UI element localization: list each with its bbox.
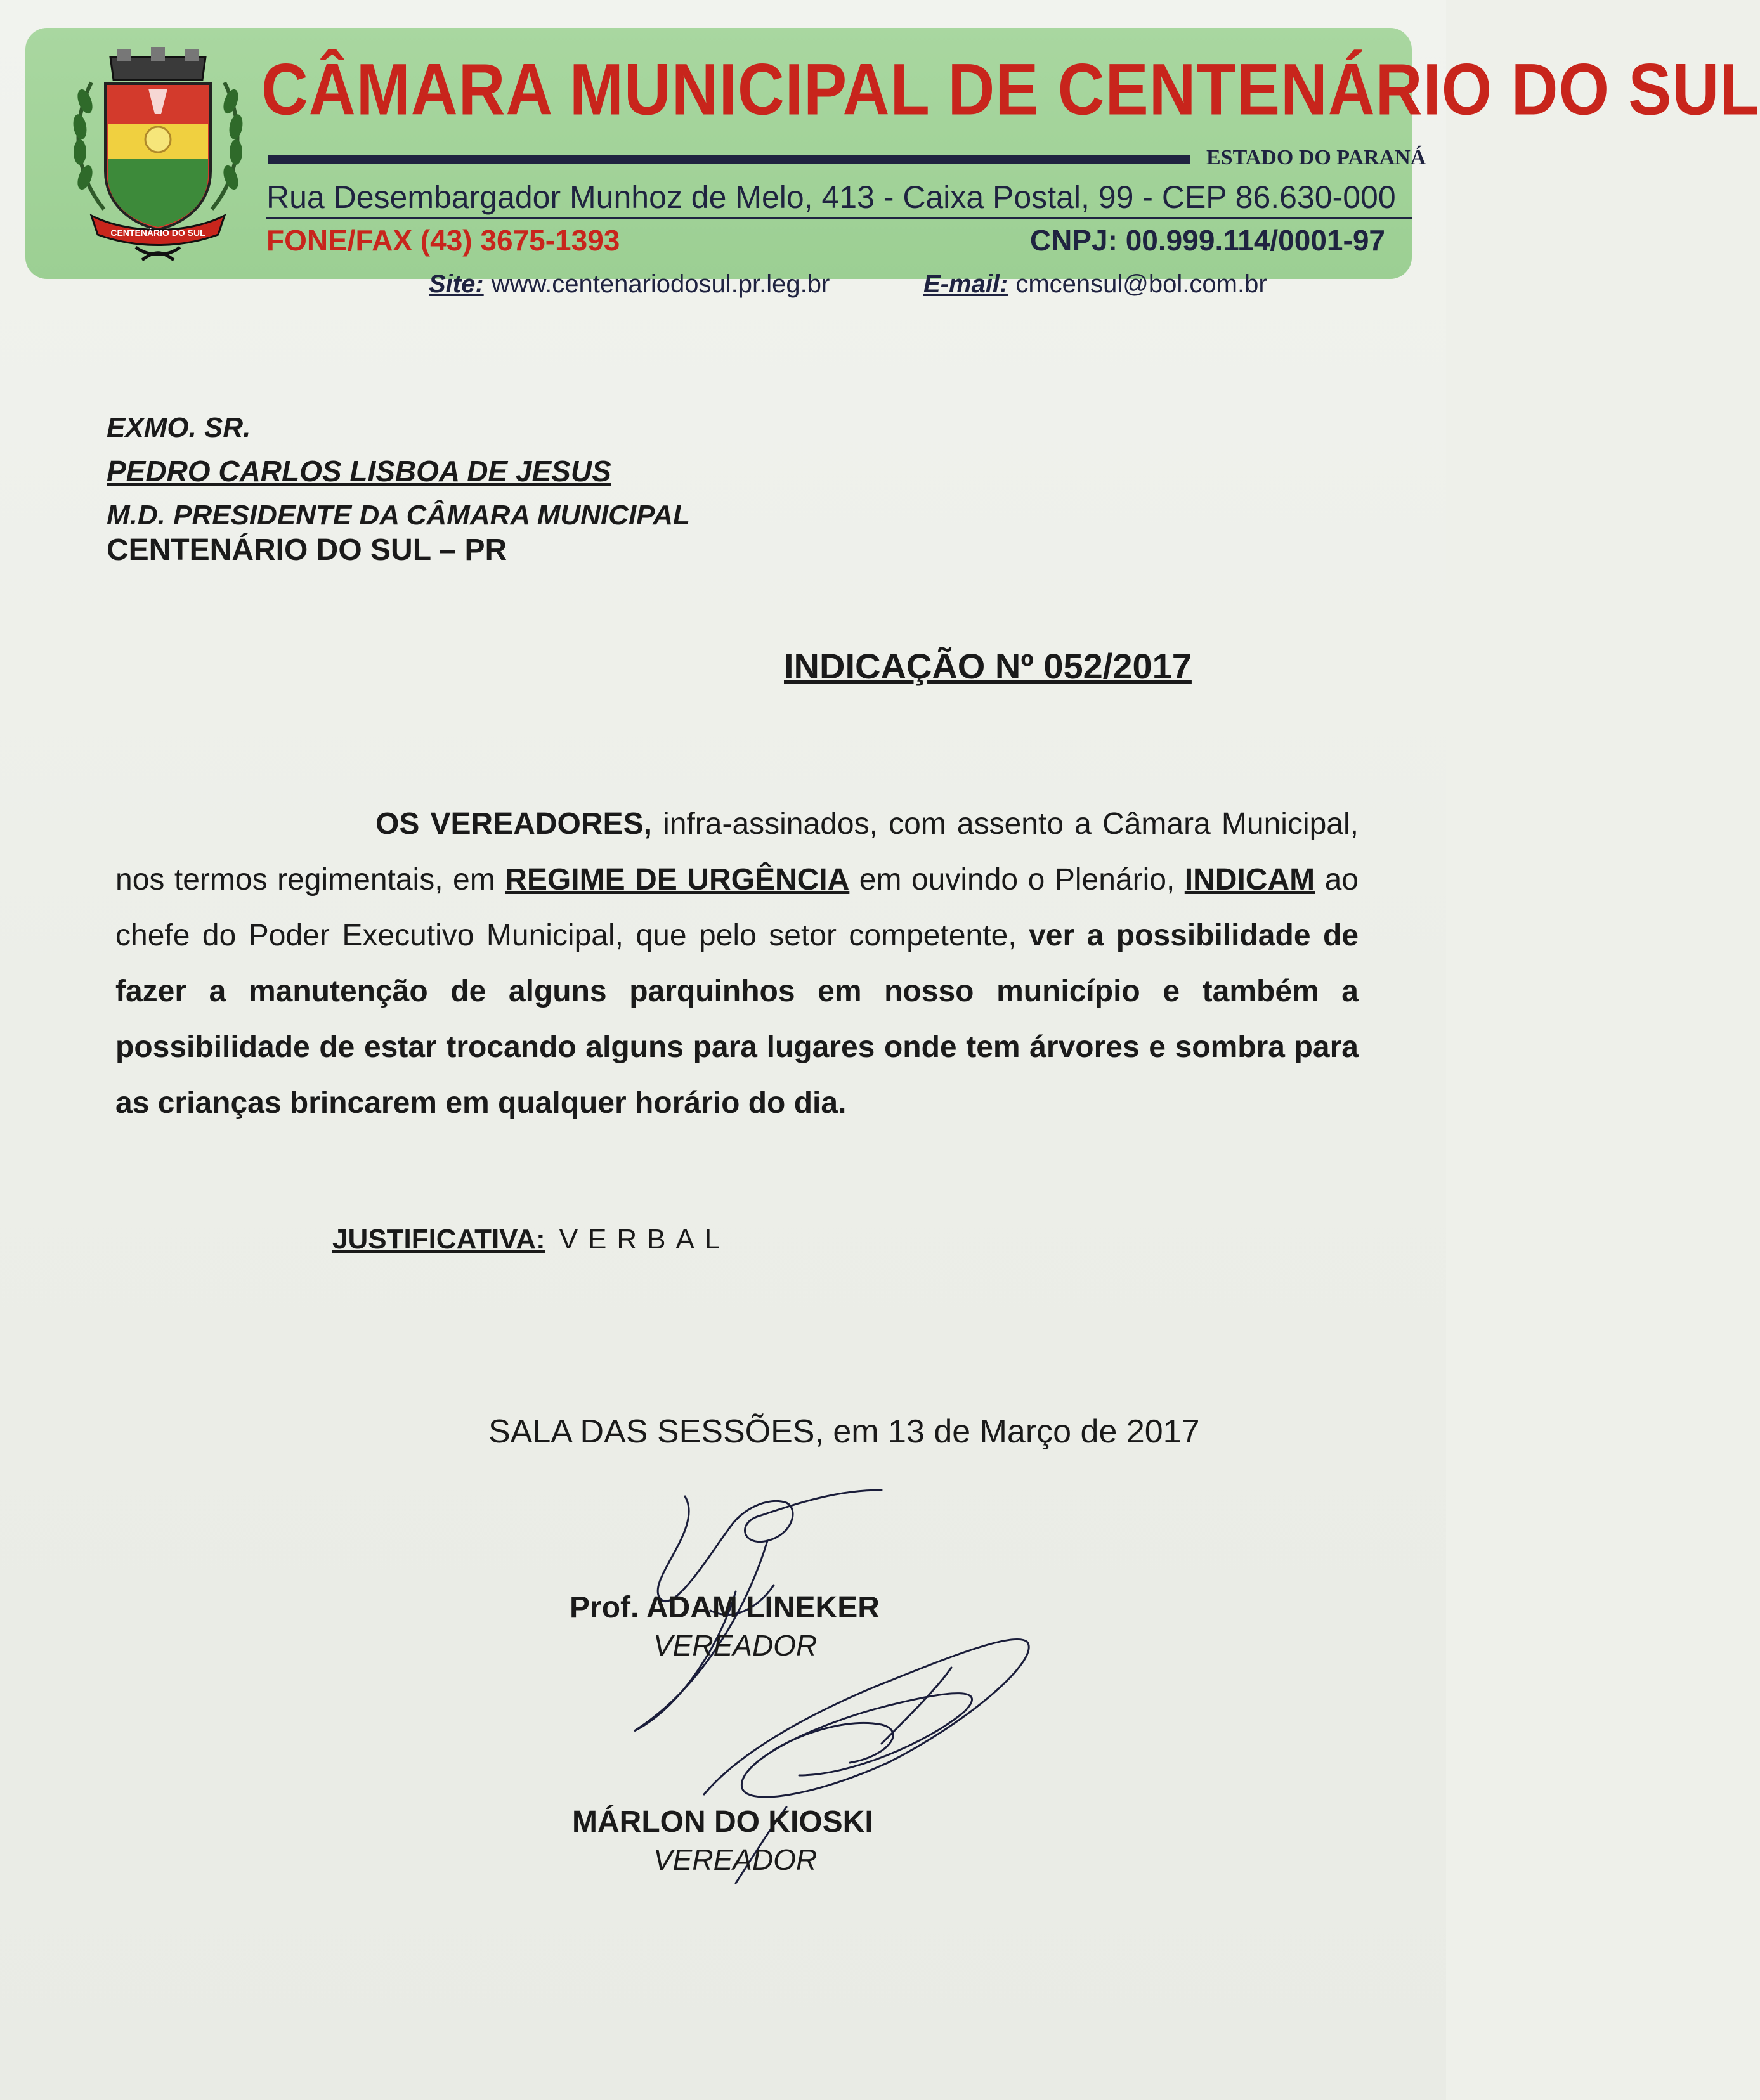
letterhead-phone: FONE/FAX (43) 3675-1393 xyxy=(266,224,620,257)
body-urgency: REGIME DE URGÊNCIA xyxy=(505,863,850,897)
addressee-salutation: EXMO. SR. xyxy=(107,412,251,443)
signatory-2-role: VEREADOR xyxy=(653,1843,818,1876)
site-label: Site: xyxy=(429,270,484,298)
email-address[interactable]: cmcensul@bol.com.br xyxy=(1015,270,1267,298)
letterhead-site xyxy=(429,270,830,299)
letterhead-email xyxy=(923,270,1267,299)
addressee-name: PEDRO CARLOS LISBOA DE JESUS xyxy=(107,455,611,488)
coat-ribbon-text: CENTENÁRIO DO SUL xyxy=(110,228,205,238)
letterhead-state: ESTADO DO PARANÁ xyxy=(1206,146,1426,169)
body-request: ver a possibilidade de fazer a manutenção de alguns parquinhos em nosso município e também a possibilidade de estar trocando alguns para lugares onde tem árvores e sombra para as crianças brincarem em qualquer horário do dia. xyxy=(115,919,1359,1120)
document-body xyxy=(115,796,1359,1131)
addressee-city: CENTENÁRIO DO SUL – PR xyxy=(107,533,507,567)
letterhead-rule xyxy=(268,155,1190,164)
body-indicam: INDICAM xyxy=(1184,863,1315,897)
justification-value: VERBAL xyxy=(559,1224,731,1255)
body-text-3: ao chefe do Poder Executivo Municipal, que pelo setor competente, xyxy=(115,863,1359,952)
letterhead xyxy=(25,28,1760,298)
signatory-1-role: VEREADOR xyxy=(653,1629,818,1662)
document-title: INDICAÇÃO Nº 052/2017 xyxy=(784,646,1192,686)
body-subject: OS VEREADORES, xyxy=(375,807,652,841)
body-text-2: em ouvindo o Plenário, xyxy=(849,863,1185,897)
email-label: E-mail: xyxy=(923,270,1008,298)
site-url[interactable]: www.centenariodosul.pr.leg.br xyxy=(491,270,830,298)
body-text-1: infra-assinados, com assento a Câmara Municipal, nos termos regimentais, em xyxy=(115,807,1359,897)
letterhead-address: Rua Desembargador Munhoz de Melo, 413 - Caixa Postal, 99 - CEP 86.630-000 xyxy=(266,179,1396,215)
date-line: SALA DAS SESSÕES, em 13 de Março de 2017 xyxy=(488,1413,1200,1450)
justification xyxy=(332,1224,730,1255)
signatory-2-name: MÁRLON DO KIOSKI xyxy=(572,1805,873,1839)
coat-of-arms-icon xyxy=(66,44,250,266)
justification-label: JUSTIFICATIVA: xyxy=(332,1224,545,1255)
addressee-role: M.D. PRESIDENTE DA CÂMARA MUNICIPAL xyxy=(107,500,690,531)
signatory-1-name: Prof. ADAM LINEKER xyxy=(570,1591,880,1624)
letterhead-cnpj: CNPJ: 00.999.114/0001-97 xyxy=(1029,224,1385,257)
letterhead-address-underline xyxy=(266,217,1412,219)
letterhead-title: CÂMARA MUNICIPAL DE CENTENÁRIO DO SUL xyxy=(261,48,1760,131)
